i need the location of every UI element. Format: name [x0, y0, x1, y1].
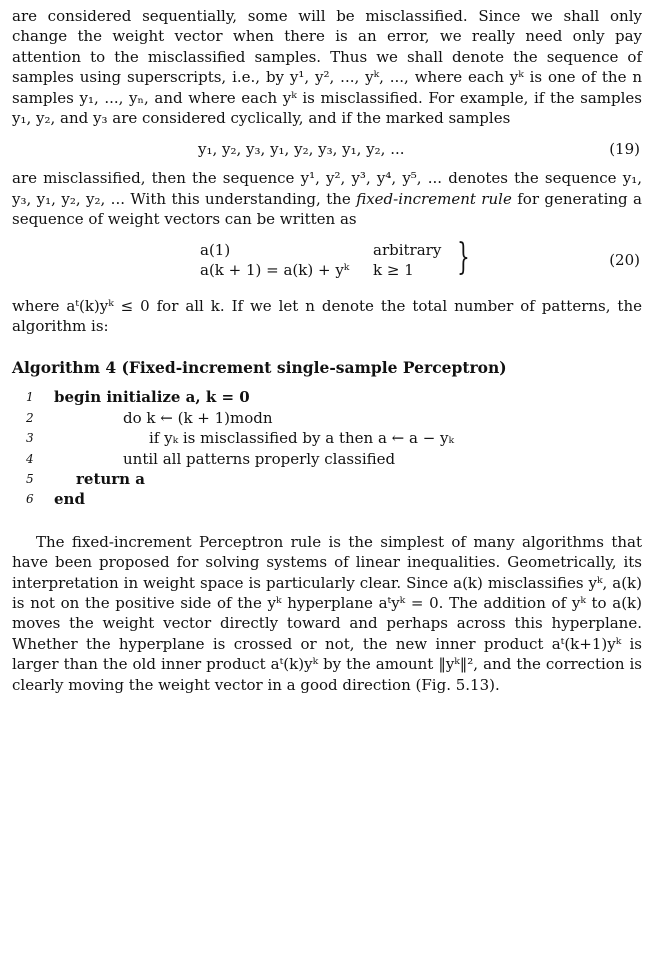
algorithm-line-text: end [54, 490, 85, 509]
algorithm-line [12, 489, 642, 509]
line-number: 4 [26, 451, 34, 466]
fixed-increment-rule-term: fixed-increment rule [356, 189, 512, 208]
algorithm-line [12, 428, 642, 448]
equation-19 [12, 138, 642, 160]
document-page [12, 6, 642, 695]
line-number: 3 [26, 431, 34, 446]
equation-20-number: (20) [609, 250, 640, 269]
algorithm-line [12, 387, 642, 407]
line-number: 2 [26, 410, 34, 425]
algorithm-line-text: return a [76, 470, 146, 489]
algorithm-line [12, 449, 642, 469]
paragraph-sequence [12, 168, 642, 229]
paragraph-sequence-text: are misclassified, then the sequence y¹, y², y³, y⁴, y⁵, ... denotes the sequence y₁, y₃, y₁, y₂, y₂, ... With this understanding, the [12, 169, 642, 208]
equation-20-row1-left: a(1) [200, 240, 231, 259]
algorithm-title: Algorithm 4 (Fixed-increment single-sample Perceptron) [12, 358, 507, 378]
algorithm-line [12, 408, 642, 428]
algorithm-line-text: do k ← (k + 1)modn [123, 408, 273, 427]
equation-20-row2-left: a(k + 1) = a(k) + yᵏ [200, 260, 350, 279]
equation-20 [12, 236, 642, 284]
line-number: 5 [26, 472, 34, 487]
equation-20-row2-right: k ≥ 1 [373, 260, 414, 279]
line-number: 6 [26, 492, 34, 507]
paragraph-condition: where aᵗ(k)yᵏ ≤ 0 for all k. If we let n denote the total number of patterns, the algorithm is: [12, 296, 642, 336]
paragraph-intro: are considered sequentially, some will be misclassified. Since we shall only change the weight vector when there is an error, we really need only pay attention to the misclassified samples. Thus we shall denote the sequence of samples using superscripts, i.e., by y¹, y², ..., yᵏ, ..., where each yᵏ is one of the n samples y₁, ..., yₙ, and where each yᵏ is misclassified. For example, if the samples y₁, y₂, and y₃ are considered cyclically, and if the marked samples [12, 7, 642, 128]
algorithm-line-text: until all patterns properly classified [123, 449, 396, 468]
equation-19-sequence: y₁, y₂, y₃, y₁, y₂, y₃, y₁, y₂, ... [198, 140, 405, 159]
algorithm-line-text: begin initialize a, k = 0 [54, 388, 250, 407]
algorithm-line-text: if yₖ is misclassified by a then a ← a − yₖ [149, 429, 454, 448]
right-brace-icon: } [457, 236, 470, 278]
paragraph-geometric-interpretation: The fixed-increment Perceptron rule is the simplest of many algorithms that have been proposed for solving systems of linear inequalities. Geometrically, its interpretation in weight space is particularly clear. Since a(k) misclassifies yᵏ, a(k) is not on the positive side of the yᵏ hyperplane aᵗyᵏ = 0. The addition of yᵏ to a(k) moves the weight vector directly toward and perhaps across this hyperplane. Whether the hyperplane is crossed or not, the new inner product aᵗ(k+1)yᵏ is larger than the old inner product aᵗ(k)yᵏ by the amount ‖yᵏ‖², and the correction is clearly moving the weight vector in a good direction (Fig. 5.13). [12, 532, 642, 694]
paragraph-sequence-end: for generating a sequence of weight vectors can be written as [12, 189, 642, 229]
equation-19-number: (19) [609, 140, 640, 159]
algorithm-line [12, 469, 642, 489]
equation-20-row1-right: arbitrary [373, 240, 442, 259]
algorithm-listing [12, 387, 642, 509]
line-number: 1 [26, 390, 34, 405]
